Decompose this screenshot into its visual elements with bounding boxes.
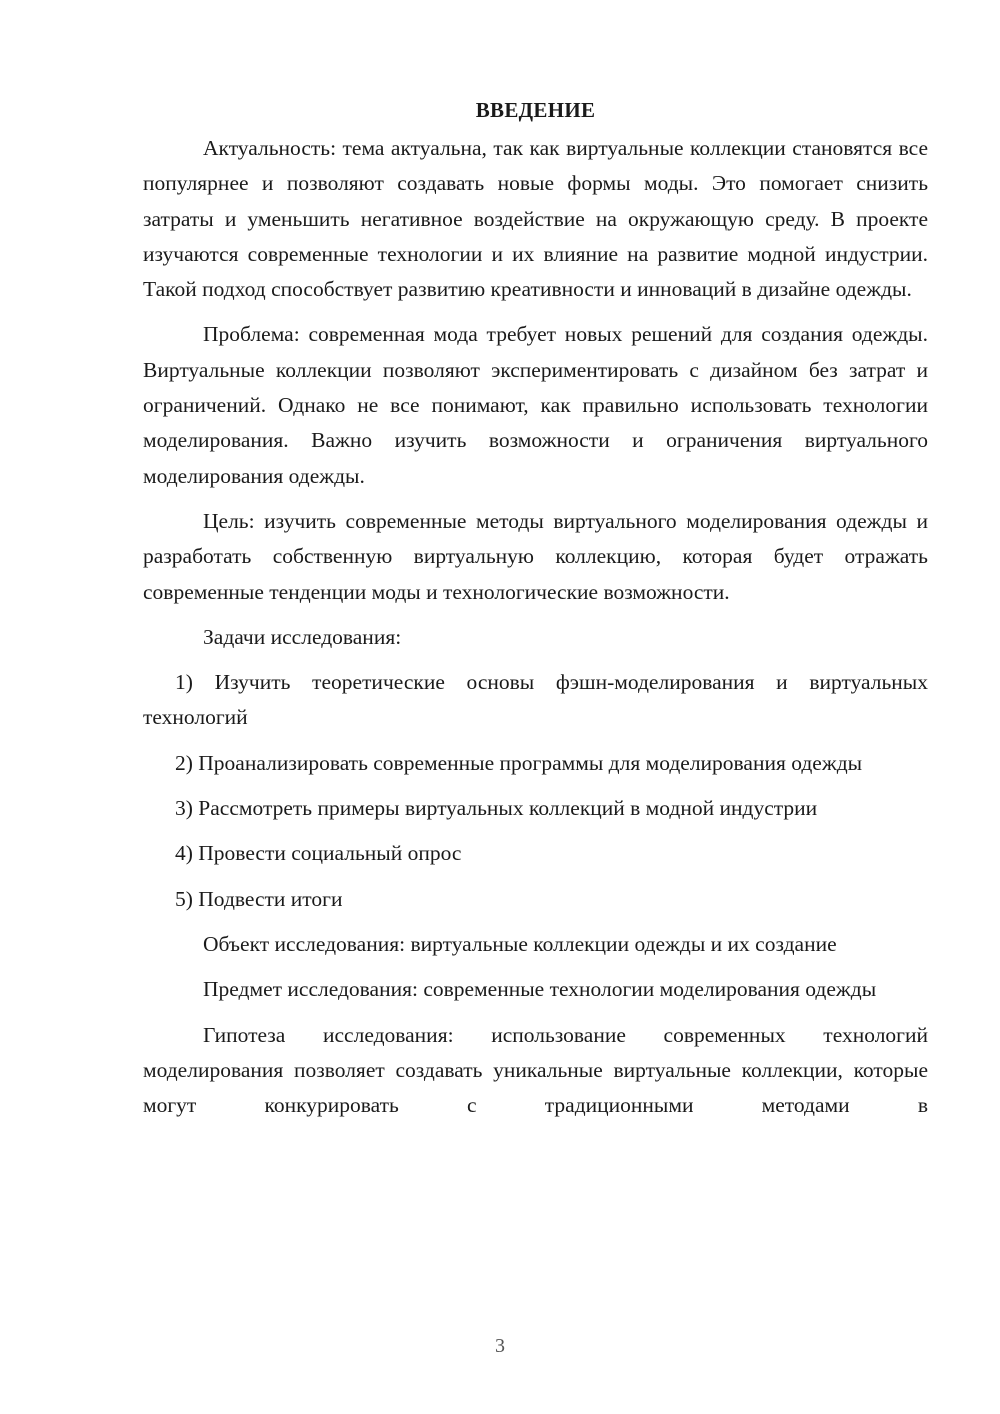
paragraph-subject: Предмет исследования: современные технологии моделирования одежды (203, 977, 877, 1002)
task-item-4: 4) Провести социальный опрос (175, 841, 462, 866)
paragraph-goal: Цель: изучить современные методы виртуального моделирования одежды и разработать собственную виртуальную коллекцию, которая будет отражать современные тенденции моды и технологические возможности. (143, 508, 928, 604)
page-number: 3 (495, 1335, 505, 1357)
paragraph-object: Объект исследования: виртуальные коллекции одежды и их создание (203, 931, 837, 956)
paragraph-hypothesis: Гипотеза исследования: использование современных технологий моделирования позволяет создавать уникальные виртуальные коллекции, которые могут конкурировать с традиционными методами в (143, 1022, 928, 1118)
document-page (143, 92, 928, 1133)
task-item-3: 3) Рассмотреть примеры виртуальных коллекций в модной индустрии (175, 796, 818, 821)
tasks-heading: Задачи исследования: (203, 624, 402, 649)
paragraph-problem: Проблема: современная мода требует новых решений для создания одежды. Виртуальные коллекции позволяют экспериментировать с дизайном без затрат и ограничений. Однако не все понимают, как правильно использовать технологии моделирования. Важно изучить возможности и ограничения виртуального моделирования одежды. (143, 322, 928, 488)
paragraph-relevance: Актуальность: тема актуальна, так как виртуальные коллекции становятся все популярнее и позволяют создавать новые формы моды. Это помогает снизить затраты и уменьшить негативное воздействие на окружающую среду. В проекте изучаются современные технологии и их влияние на развитие модной индустрии. Такой подход способствует развитию креативности и инноваций в дизайне одежды. (143, 136, 928, 302)
section-title: ВВЕДЕНИЕ (475, 98, 596, 122)
task-item-1: 1) Изучить теоретические основы фэшн-моделирования и виртуальных технологий (143, 670, 928, 730)
task-item-5: 5) Подвести итоги (175, 886, 343, 911)
task-item-2: 2) Проанализировать современные программы для моделирования одежды (175, 750, 863, 775)
